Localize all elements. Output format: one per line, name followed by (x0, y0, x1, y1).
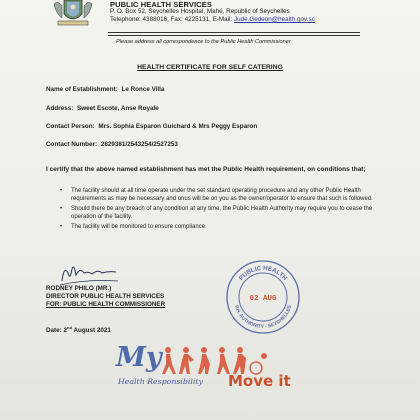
org-name: PUBLIC HEALTH SERVICES (110, 0, 212, 9)
address-field (46, 105, 159, 112)
date-label: Date: (46, 327, 62, 335)
campaign-logo-word-move: Move it (228, 372, 291, 390)
contact-number-field (46, 141, 178, 148)
conditions-list (60, 188, 382, 235)
condition-item: • The facility will be monitored to ensure compliance. (60, 224, 382, 232)
correspondence-note: Please address all correspondence to the Public Health Commissioner (116, 39, 291, 45)
coat-of-arms-icon (50, 0, 96, 26)
date-suffix: nd (67, 325, 72, 330)
date-rest: August 2021 (73, 327, 111, 335)
field-value: Mrs. Sophia Esparon Guichard & Mrs Peggy Esparon (98, 123, 258, 130)
condition-item: • The facility should at all time operate under the set standard operating procedure and any other Public Health requirements as may be necessary and onus will be on you as the owner/operator to ensure that such is followed. (60, 188, 382, 203)
field-label: Name of Establishment: (46, 86, 118, 93)
field-value: Le Ronce Villa (121, 86, 165, 93)
org-contact (110, 16, 315, 23)
stamp-top-text: PUBLIC HEALTH (237, 264, 289, 282)
stamp-date: 02 AUG (249, 295, 277, 303)
org-address: P. O. Box 52, Seychelles Hospital, Mahé, Republic of Seychelles (110, 8, 290, 15)
header-rule (108, 32, 360, 33)
field-label: Contact Person: (46, 123, 95, 130)
signatory-on-behalf: FOR: PUBLIC HEALTH COMMISSIONER (46, 301, 166, 308)
field-value: 2829381/2543254/2527253 (100, 141, 178, 148)
official-stamp (224, 259, 302, 335)
certification-statement: I certify that the above named establishment has met the Public Health requirement, on conditions that; (46, 166, 366, 173)
campaign-tagline: Health Responsibility (118, 377, 203, 386)
signatory-name: RODNEY PHILO (MR.) (46, 285, 112, 292)
issue-date (46, 325, 111, 334)
field-label: Address: (46, 105, 74, 112)
signatory-title: DIRECTOR PUBLIC HEALTH SERVICES (46, 293, 165, 300)
field-value: Sweet Escote, Anse Royale (77, 105, 159, 112)
header-rule (108, 35, 360, 36)
date-day: 2 (63, 327, 68, 335)
condition-item: • Should there be any breach of any condition at any time, the Public Health Authority may require you to cease the operation of the facility. (60, 206, 382, 221)
establishment-name-field (46, 86, 164, 93)
campaign-logo-word-my: My (116, 342, 162, 373)
certificate-title: HEALTH CERTIFICATE FOR SELF CATERING (137, 64, 283, 71)
field-label: Contact Number: (46, 141, 98, 148)
org-contact-text: Telephone: 4388016, Fax: 4225131, E-Mail: (110, 16, 234, 23)
stamp-bottom-text: P.H. AUTHORITY - SEYCHELLES (232, 304, 294, 331)
email-link[interactable]: Jude.Gedeon@health.gov.sc (233, 16, 315, 23)
contact-person-field (46, 123, 257, 130)
